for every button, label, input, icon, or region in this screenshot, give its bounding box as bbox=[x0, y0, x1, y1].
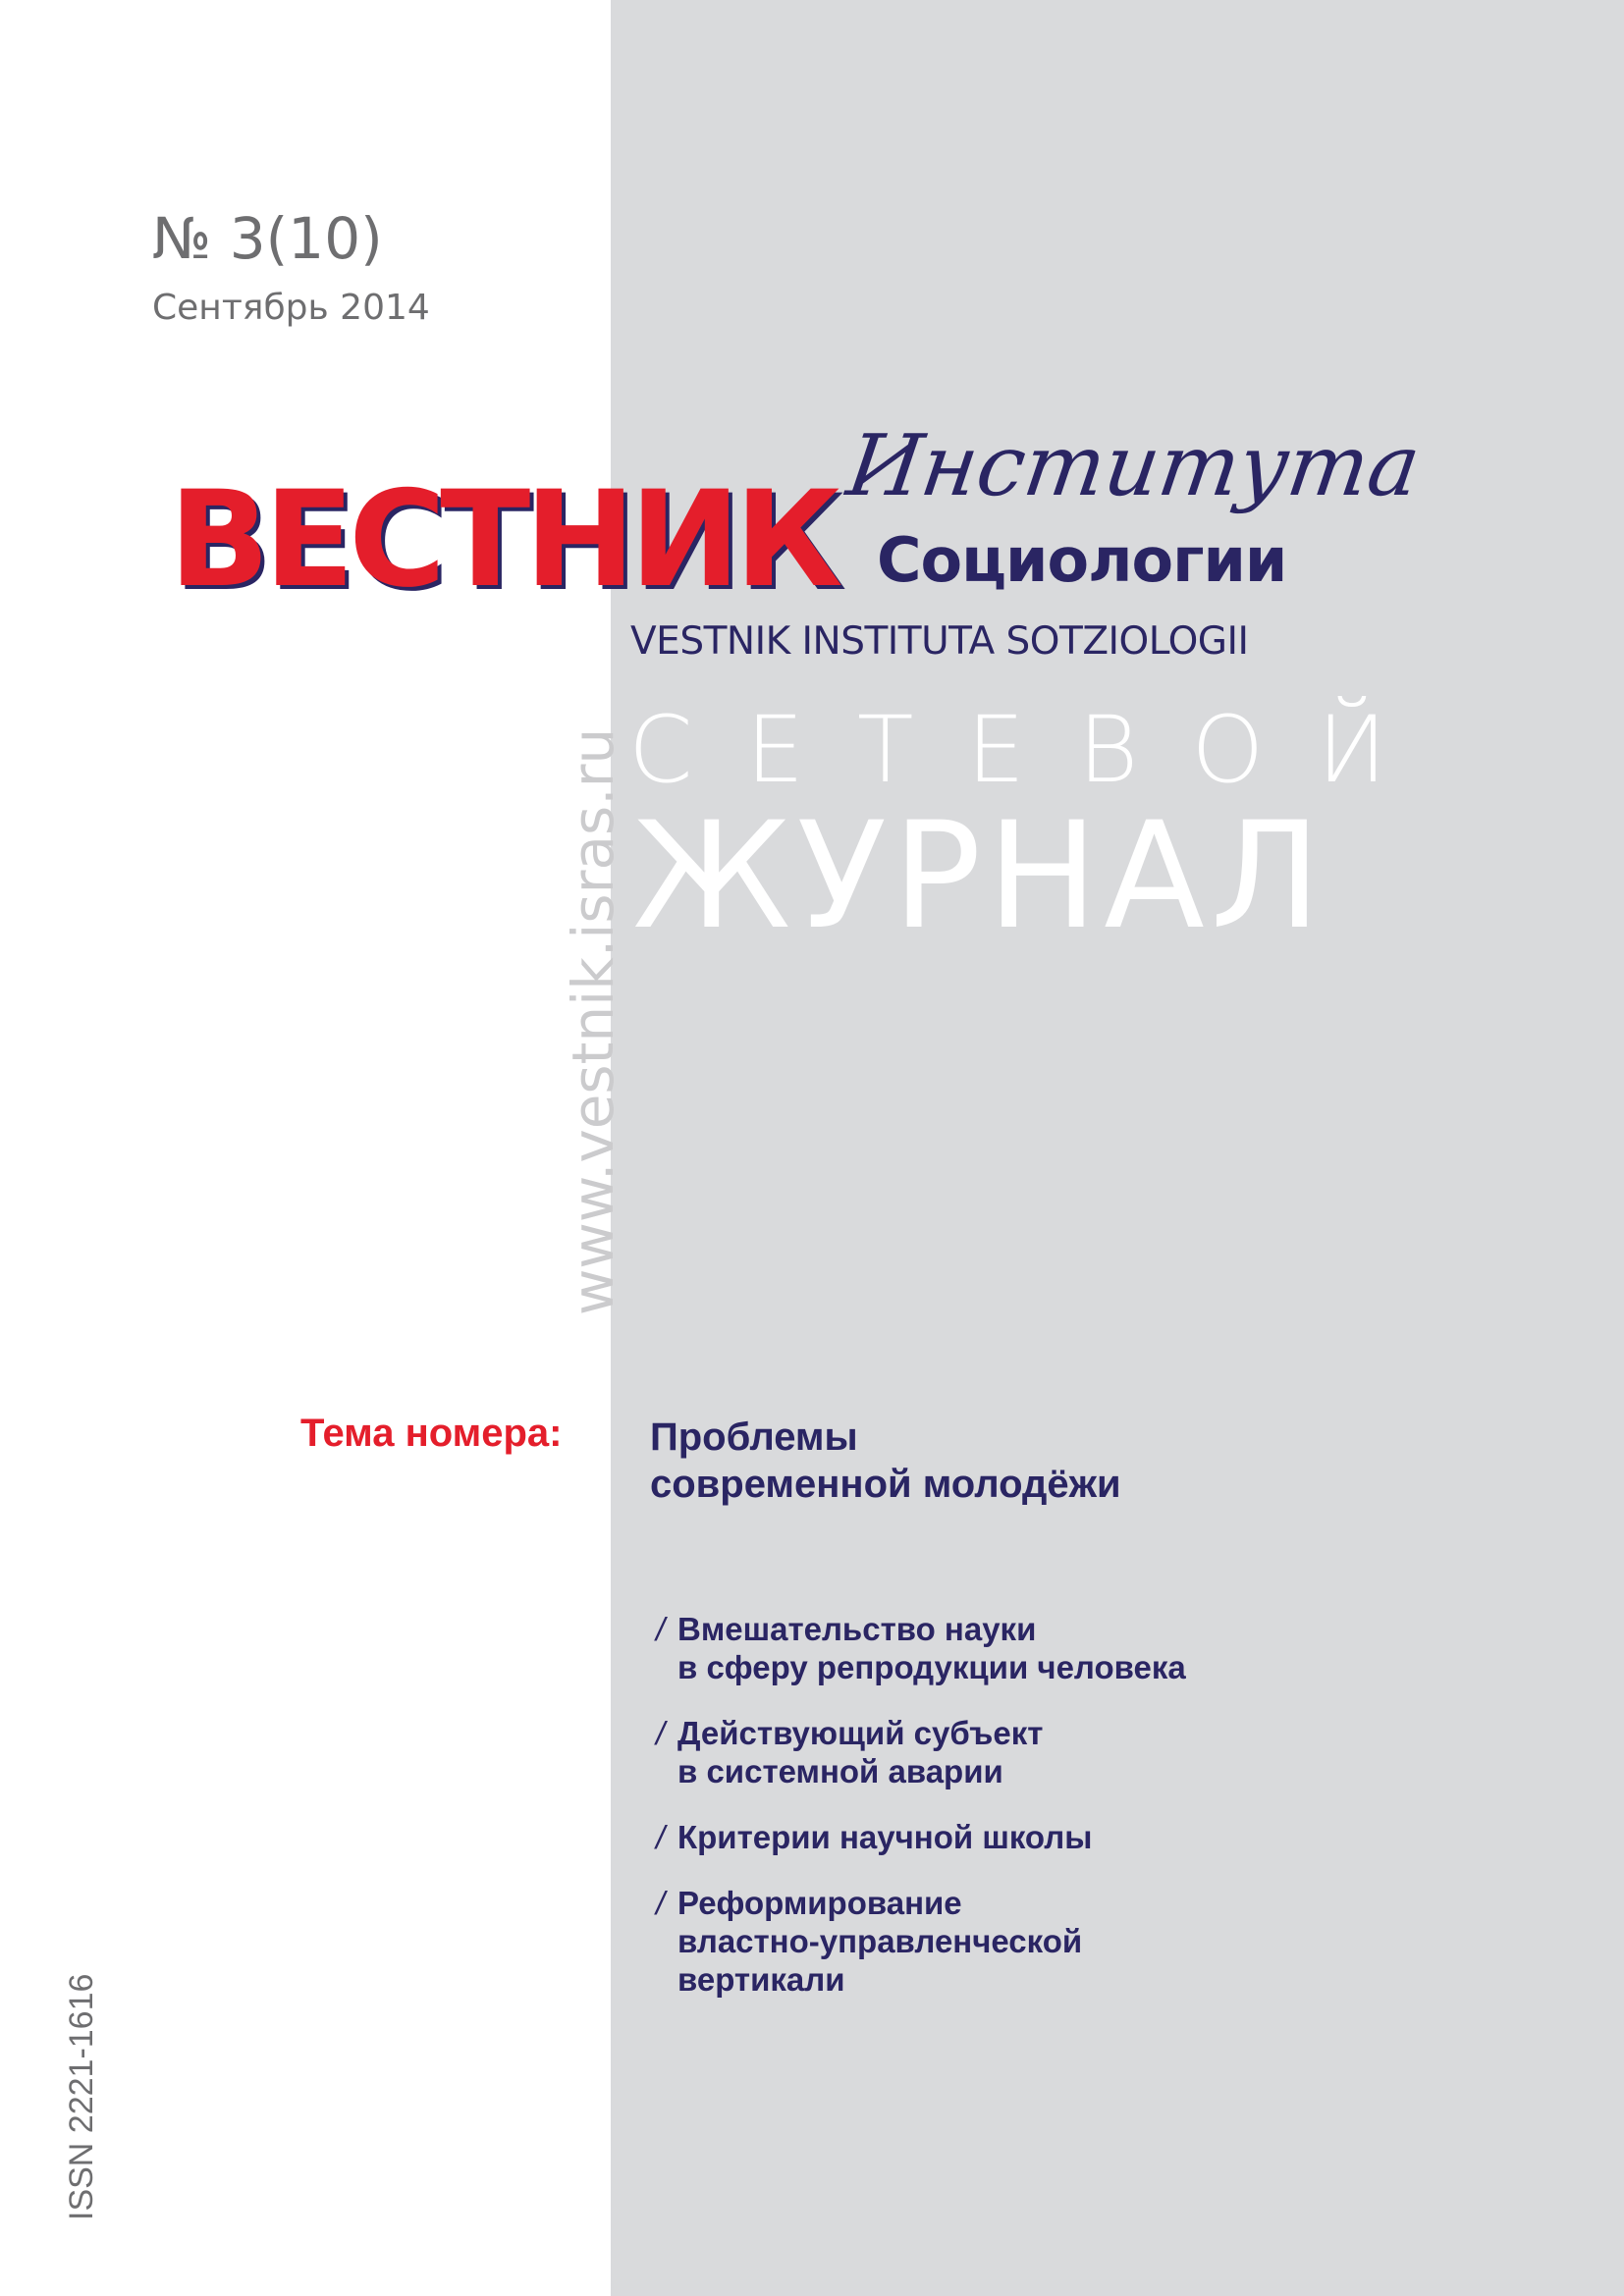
issue-theme-title bbox=[650, 1414, 1534, 1508]
article-item bbox=[656, 1884, 1540, 1999]
article-item bbox=[656, 1714, 1540, 1790]
masthead-main-title: ВЕСТНИК bbox=[169, 462, 838, 616]
slash-bullet-icon: / bbox=[656, 1819, 666, 1855]
issn-code: ISSN 2221-1616 bbox=[63, 1973, 100, 2220]
website-url: www.vestnik.isras.ru bbox=[560, 727, 626, 1315]
theme-title-line: Проблемы bbox=[650, 1415, 858, 1459]
tagline-network: СЕТЕВОЙ bbox=[628, 697, 1440, 804]
article-title-line: Вмешательство науки bbox=[677, 1611, 1037, 1647]
article-title-line: Реформирование bbox=[677, 1885, 962, 1921]
issue-date: Сентябрь 2014 bbox=[152, 288, 430, 328]
slash-bullet-icon: / bbox=[656, 1885, 666, 1921]
issue-number: № 3(10) bbox=[152, 205, 383, 272]
article-title-line: в системной аварии bbox=[677, 1753, 1003, 1789]
slash-bullet-icon: / bbox=[656, 1715, 666, 1751]
article-title-line: Критерии научной школы bbox=[677, 1819, 1093, 1855]
tagline-journal: ЖУРНАЛ bbox=[632, 791, 1327, 962]
article-list bbox=[656, 1610, 1540, 2026]
masthead-script-title: Института bbox=[841, 417, 1427, 515]
article-title-line: вертикали bbox=[677, 1961, 845, 1998]
article-title-line: Действующий субъект bbox=[677, 1715, 1044, 1751]
article-item bbox=[656, 1610, 1540, 1686]
article-title-line: в сферу репродукции человека bbox=[677, 1649, 1186, 1685]
issue-theme-label: Тема номера: bbox=[300, 1412, 563, 1455]
masthead-latin-title: VESTNIK INSTITUTA SOTZIOLOGII bbox=[630, 619, 1249, 664]
slash-bullet-icon: / bbox=[656, 1611, 666, 1647]
masthead-subtitle: Социологии bbox=[877, 524, 1287, 596]
theme-title-line: современной молодёжи bbox=[650, 1463, 1121, 1506]
article-item bbox=[656, 1818, 1540, 1856]
article-title-line: властно-управленческой bbox=[677, 1923, 1083, 1959]
